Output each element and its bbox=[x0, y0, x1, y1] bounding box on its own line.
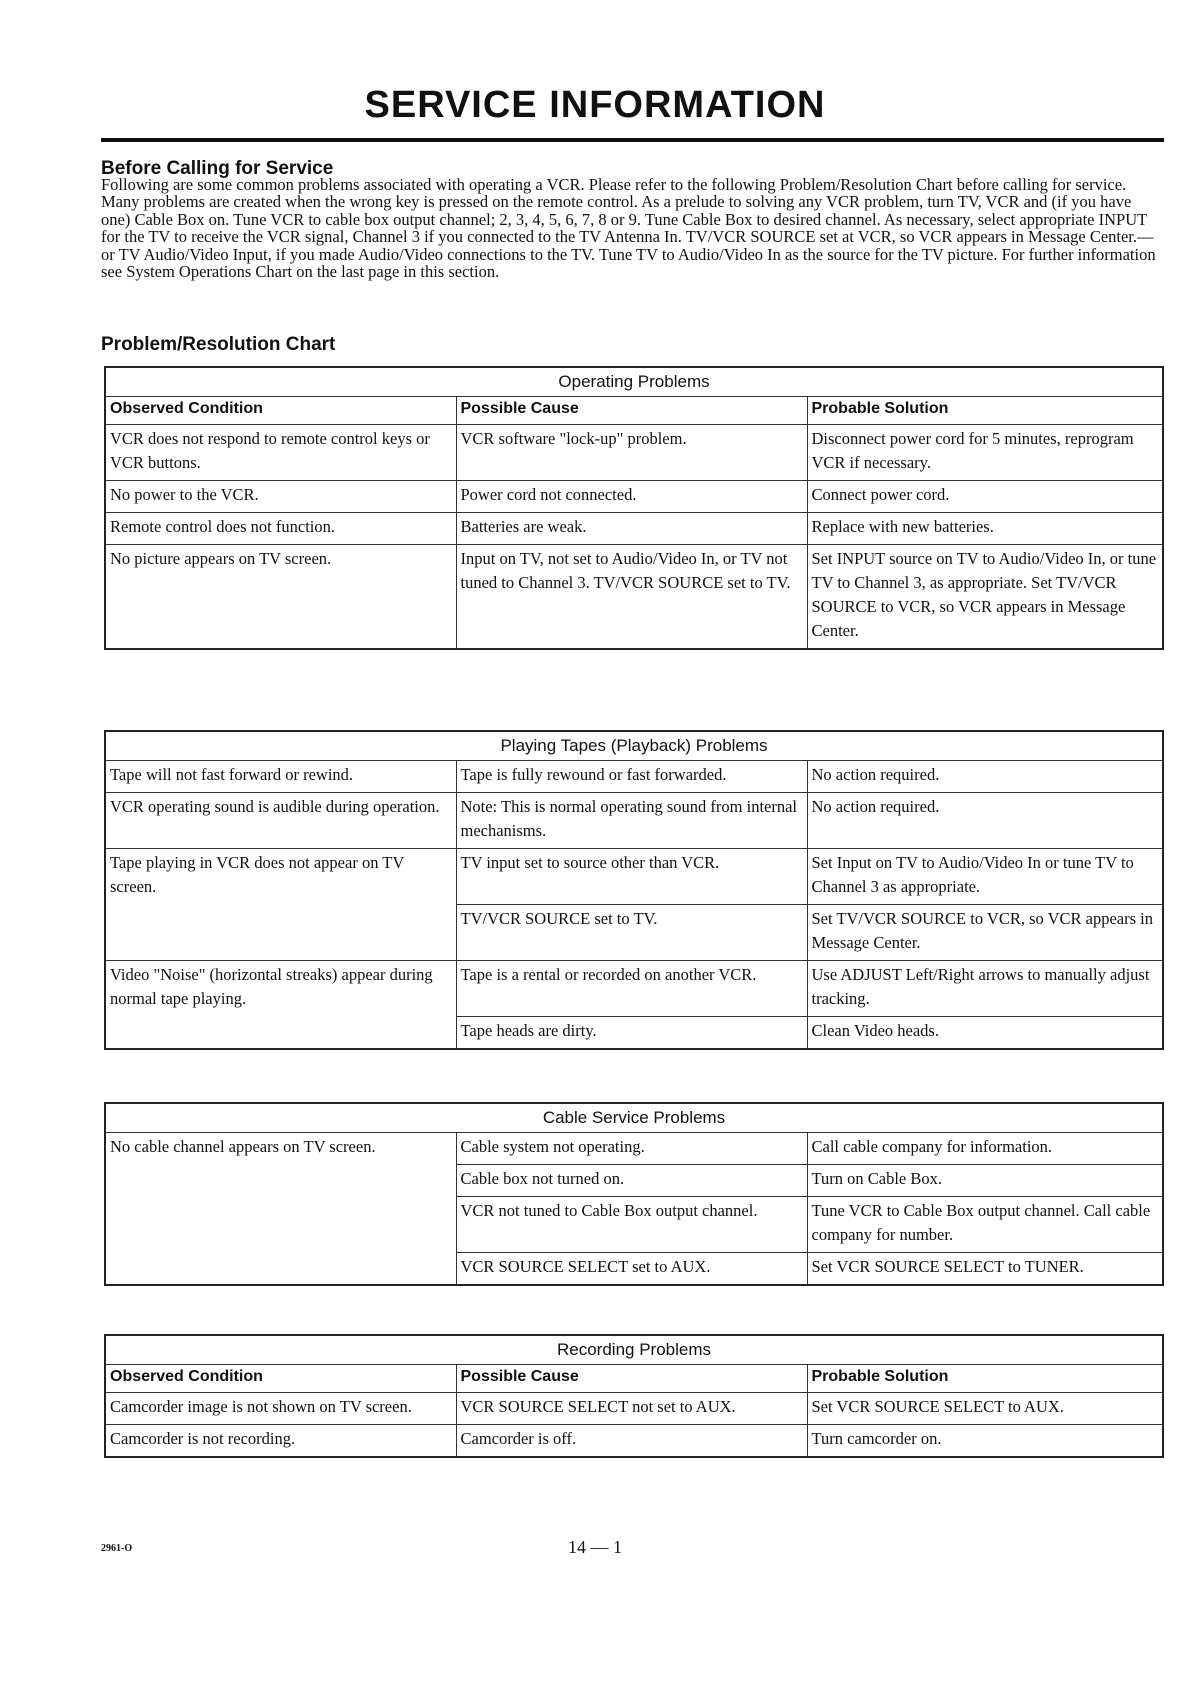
solution-cell: Set TV/VCR SOURCE to VCR, so VCR appears in Message Center. bbox=[807, 905, 1163, 961]
solution-cell: Clean Video heads. bbox=[807, 1017, 1163, 1050]
cause-cell: Input on TV, not set to Audio/Video In, or TV not tuned to Channel 3. TV/VCR SOURCE set to TV. bbox=[456, 545, 807, 650]
col-possible-cause: Possible Cause bbox=[456, 1365, 807, 1393]
cable-problems-heading: Cable Service Problems bbox=[105, 1103, 1163, 1133]
condition-cell: VCR does not respond to remote control keys or VCR buttons. bbox=[105, 425, 456, 481]
header-row bbox=[105, 397, 1163, 425]
playback-problems-heading: Playing Tapes (Playback) Problems bbox=[105, 731, 1163, 761]
solution-cell: Set INPUT source on TV to Audio/Video In, or tune TV to Channel 3, as appropriate. Set TV/VCR SOURCE to VCR, so VCR appears in Message Center. bbox=[807, 545, 1163, 650]
table-row bbox=[105, 1393, 1163, 1425]
solution-cell: No action required. bbox=[807, 761, 1163, 793]
solution-cell: Set VCR SOURCE SELECT to TUNER. bbox=[807, 1253, 1163, 1286]
condition-cell: No power to the VCR. bbox=[105, 481, 456, 513]
cause-cell: VCR SOURCE SELECT not set to AUX. bbox=[456, 1393, 807, 1425]
col-observed-condition: Observed Condition bbox=[105, 397, 456, 425]
table-row bbox=[105, 793, 1163, 849]
solution-cell: Set VCR SOURCE SELECT to AUX. bbox=[807, 1393, 1163, 1425]
before-calling-text: Following are some common problems associated with operating a VCR. Please refer to the following Problem/Resolution Chart before calling for service. Many problems are created when the wrong key is pressed on the remote control. As a prelude to solving any VCR problem, turn TV, VCR and (if you have one) Cable Box on. Tune VCR to cable box output channel; 2, 3, 4, 5, 6, 7, 8 or 9. Tune Cable Box to desired channel. As necessary, select appropriate INPUT for the TV to receive the VCR signal, Channel 3 if you connected to the TV Antenna In. TV/VCR SOURCE set at VCR, so VCR appears in Message Center.—or TV Audio/Video Input, if you made Audio/Video connections to the TV. Tune TV to Audio/Video In as the source for the TV picture. For further information see System Operations Chart on the last page in this section. bbox=[101, 175, 1156, 282]
recording-problems-heading: Recording Problems bbox=[105, 1335, 1163, 1365]
cause-cell: Power cord not connected. bbox=[456, 481, 807, 513]
cause-cell: Note: This is normal operating sound from internal mechanisms. bbox=[456, 793, 807, 849]
cause-cell: VCR SOURCE SELECT set to AUX. bbox=[456, 1253, 807, 1286]
table-row bbox=[105, 425, 1163, 481]
cause-cell: TV input set to source other than VCR. bbox=[456, 849, 807, 905]
condition-cell: No picture appears on TV screen. bbox=[105, 545, 456, 650]
table-row bbox=[105, 481, 1163, 513]
cause-cell: TV/VCR SOURCE set to TV. bbox=[456, 905, 807, 961]
solution-cell: Replace with new batteries. bbox=[807, 513, 1163, 545]
cause-cell: Tape is fully rewound or fast forwarded. bbox=[456, 761, 807, 793]
condition-cell: Tape will not fast forward or rewind. bbox=[105, 761, 456, 793]
operating-problems-table bbox=[104, 366, 1164, 650]
table-row bbox=[105, 1425, 1163, 1458]
page-number: 14 — 1 bbox=[568, 1537, 622, 1557]
cause-cell: Tape heads are dirty. bbox=[456, 1017, 807, 1050]
table-row bbox=[105, 761, 1163, 793]
solution-cell: Turn camcorder on. bbox=[807, 1425, 1163, 1458]
table-row bbox=[105, 545, 1163, 650]
before-calling-heading: Before Calling for Service bbox=[101, 158, 334, 179]
condition-cell: VCR operating sound is audible during operation. bbox=[105, 793, 456, 849]
condition-cell: Camcorder is not recording. bbox=[105, 1425, 456, 1458]
chart-heading: Problem/Resolution Chart bbox=[101, 334, 336, 355]
cause-cell: VCR software "lock-up" problem. bbox=[456, 425, 807, 481]
cause-cell: Cable box not turned on. bbox=[456, 1165, 807, 1197]
col-probable-solution: Probable Solution bbox=[807, 397, 1163, 425]
condition-cell: No cable channel appears on TV screen. bbox=[105, 1133, 456, 1286]
cause-cell: Tape is a rental or recorded on another VCR. bbox=[456, 961, 807, 1017]
solution-cell: Set Input on TV to Audio/Video In or tune TV to Channel 3 as appropriate. bbox=[807, 849, 1163, 905]
title-rule bbox=[101, 138, 1164, 142]
col-probable-solution: Probable Solution bbox=[807, 1365, 1163, 1393]
playback-problems-table bbox=[104, 730, 1164, 1050]
cause-cell: Cable system not operating. bbox=[456, 1133, 807, 1165]
recording-problems-table bbox=[104, 1334, 1164, 1458]
condition-cell: Camcorder image is not shown on TV screen. bbox=[105, 1393, 456, 1425]
solution-cell: Disconnect power cord for 5 minutes, reprogram VCR if necessary. bbox=[807, 425, 1163, 481]
document-code: 2961-O bbox=[101, 1543, 133, 1554]
condition-cell: Remote control does not function. bbox=[105, 513, 456, 545]
solution-cell: Use ADJUST Left/Right arrows to manually adjust tracking. bbox=[807, 961, 1163, 1017]
table-row bbox=[105, 961, 1163, 1017]
page-title: SERVICE INFORMATION bbox=[364, 84, 826, 126]
solution-cell: No action required. bbox=[807, 793, 1163, 849]
operating-problems-heading: Operating Problems bbox=[105, 367, 1163, 397]
solution-cell: Connect power cord. bbox=[807, 481, 1163, 513]
table-row bbox=[105, 1133, 1163, 1165]
solution-cell: Call cable company for information. bbox=[807, 1133, 1163, 1165]
col-possible-cause: Possible Cause bbox=[456, 397, 807, 425]
solution-cell: Turn on Cable Box. bbox=[807, 1165, 1163, 1197]
col-observed-condition: Observed Condition bbox=[105, 1365, 456, 1393]
cable-problems-table bbox=[104, 1102, 1164, 1286]
cause-cell: Camcorder is off. bbox=[456, 1425, 807, 1458]
table-row bbox=[105, 849, 1163, 905]
header-row bbox=[105, 1365, 1163, 1393]
table-row bbox=[105, 513, 1163, 545]
condition-cell: Video "Noise" (horizontal streaks) appear during normal tape playing. bbox=[105, 961, 456, 1050]
cause-cell: Batteries are weak. bbox=[456, 513, 807, 545]
solution-cell: Tune VCR to Cable Box output channel. Call cable company for number. bbox=[807, 1197, 1163, 1253]
condition-cell: Tape playing in VCR does not appear on TV screen. bbox=[105, 849, 456, 961]
cause-cell: VCR not tuned to Cable Box output channel. bbox=[456, 1197, 807, 1253]
